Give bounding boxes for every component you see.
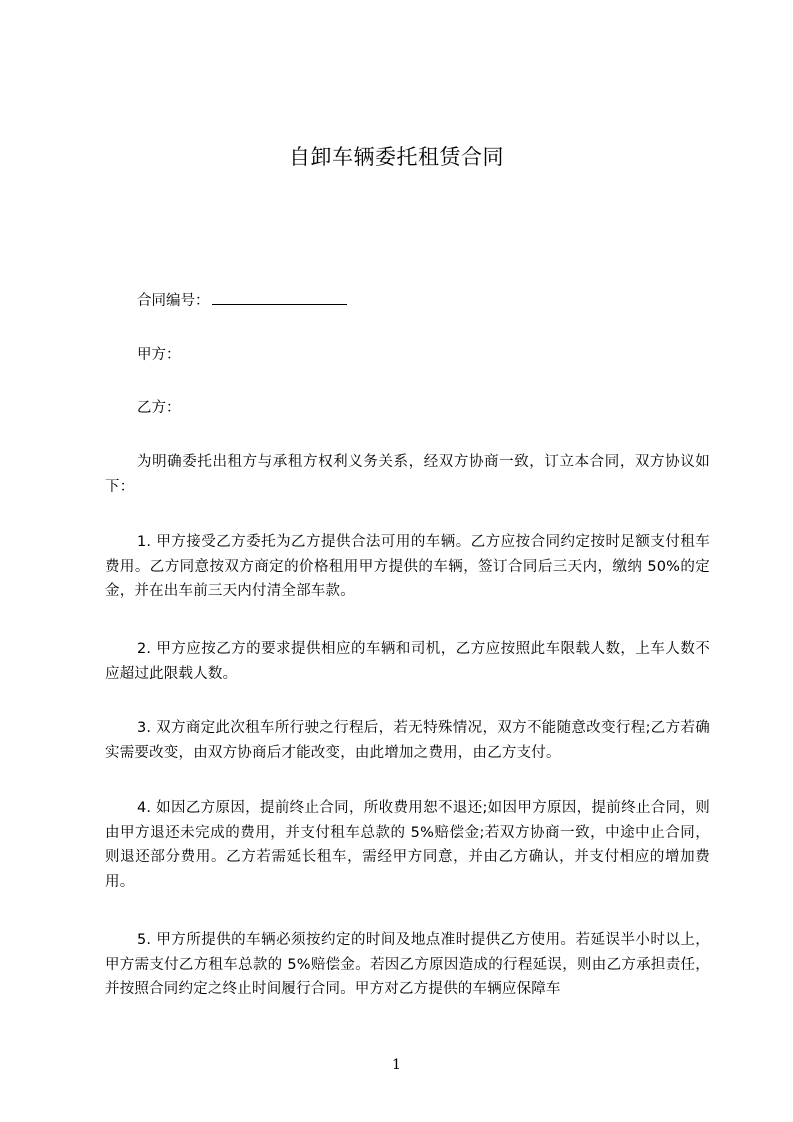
clause-5: 5. 甲方所提供的车辆必须按约定的时间及地点准时提供乙方使用。若延误半小时以上，甲方需支付乙方租车总款的 5%赔偿金。若因乙方原因造成的行程延误，则由乙方承担责任，并按照合同约定之终止时间履行合同。甲方对乙方提供的车辆应保障车 <box>105 932 710 997</box>
contract-number-blank <box>212 290 347 305</box>
party-b-label: 乙方： <box>137 400 181 416</box>
contract-number-label: 合同编号： <box>137 293 210 309</box>
contract-number-field <box>137 290 347 312</box>
intro-paragraph: 为明确委托出租方与承租方权利义务关系，经双方协商一致，订立本合同，双方协议如下： <box>105 454 710 495</box>
clause-4: 4. 如因乙方原因，提前终止合同，所收费用恕不退还;如因甲方原因，提前终止合同，则由甲方退还未完成的费用，并支付租车总款的 5%赔偿金;若双方协商一致，中途中止合同，则退还部分费用。乙方若需延长租车，需经甲方同意，并由乙方确认，并支付相应的增加费用。 <box>105 800 710 890</box>
page-number: 1 <box>392 1057 401 1073</box>
clause-3: 3. 双方商定此次租车所行驶之行程后，若无特殊情况，双方不能随意改变行程;乙方若确实需要改变，由双方协商后才能改变，由此增加之费用，由乙方支付。 <box>105 720 710 761</box>
party-a-label: 甲方： <box>137 347 181 363</box>
clause-1: 1. 甲方接受乙方委托为乙方提供合法可用的车辆。乙方应按合同约定按时足额支付租车费用。乙方同意按双方商定的价格租用甲方提供的车辆，签订合同后三天内，缴纳 50%的定金，并在出车前三天内付清全部车款。 <box>105 534 710 599</box>
clause-2: 2. 甲方应按乙方的要求提供相应的车辆和司机，乙方应按照此车限载人数，上车人数不应超过此限载人数。 <box>105 641 710 682</box>
document-title: 自卸车辆委托租赁合同 <box>289 145 504 169</box>
